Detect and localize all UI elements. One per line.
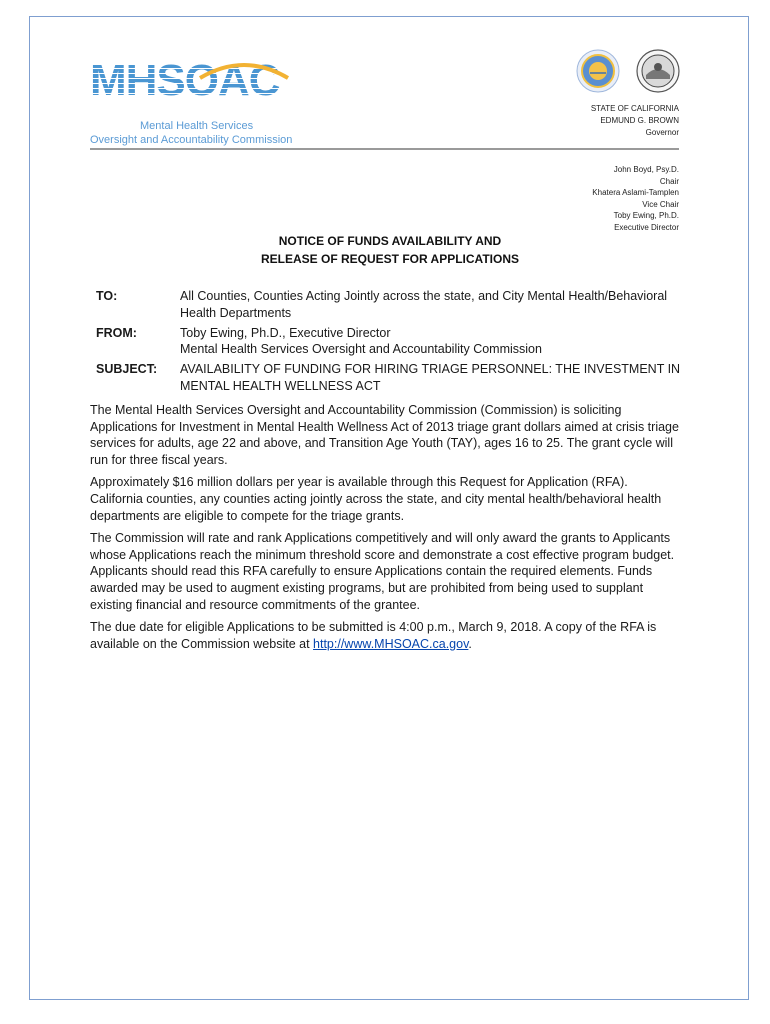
memo-to-label: TO: xyxy=(96,289,118,303)
officer-line: Toby Ewing, Ph.D. xyxy=(613,211,679,221)
state-line: Governor xyxy=(645,128,679,137)
logo-subtitle-line1: Mental Health Services xyxy=(140,120,254,132)
logo-arc-icon xyxy=(196,60,292,80)
state-line: EDMUND G. BROWN xyxy=(600,116,679,125)
memo-header xyxy=(96,288,686,398)
header-divider xyxy=(90,148,679,150)
document-page xyxy=(29,16,749,1000)
memo-from-value xyxy=(180,325,686,359)
notice-body xyxy=(90,402,680,658)
commission-website-link[interactable]: http://www.MHSOAC.ca.gov xyxy=(313,636,469,651)
due-date-text: The due date for eligible Applications to be submitted is 4:00 p.m., March 9, 2018. A copy of the RFA is available on the Commission website at xyxy=(90,620,657,651)
memo-from-line1: Toby Ewing, Ph.D., Executive Director xyxy=(180,325,391,340)
memo-subject-value: AVAILABILITY OF FUNDING FOR HIRING TRIAGE PERSONNEL: THE INVESTMENT IN MENTAL HEALTH WELLNESS ACT xyxy=(180,362,681,393)
state-seal-icon xyxy=(636,49,680,93)
commission-seal-icon xyxy=(576,49,620,93)
officer-line: Executive Director xyxy=(614,222,679,232)
notice-title-line2: RELEASE OF REQUEST FOR APPLICATIONS xyxy=(260,252,520,266)
officer-line: Vice Chair xyxy=(642,199,679,209)
memo-to-value: All Counties, Counties Acting Jointly across the state, and City Mental Health/Behavioral Health Departments xyxy=(180,289,668,320)
officer-line: Chair xyxy=(659,176,679,186)
logo-wordmark: MHSOAC xyxy=(90,59,330,103)
body-paragraph-due-date xyxy=(90,619,680,652)
memo-to-row xyxy=(96,288,686,322)
body-paragraph: Approximately $16 million dollars per year is available through this Request for Application (RFA). California counties, any counties acting jointly across the state, and city mental health/behavioral health departments are eligible to compete for the triage grants. xyxy=(90,475,662,523)
due-date-end: . xyxy=(468,636,472,651)
state-line: STATE OF CALIFORNIA xyxy=(590,104,679,113)
logo-subtitle-line2: Oversight and Accountability Commission xyxy=(90,134,293,146)
mhsoac-logo xyxy=(90,56,330,146)
memo-subject-row xyxy=(96,361,686,395)
body-paragraph: The Mental Health Services Oversight and Accountability Commission (Commission) is soliciting Applications for Investment in Mental Health Wellness Act of 2013 triage grant dollars aimed at crisis triage services for adults, age 22 and above, and Transition Age Youth (TAY), ages 16 to 25. The grant cycle will run for three fiscal years. xyxy=(90,403,679,467)
memo-subject-label: SUBJECT: xyxy=(96,362,158,377)
officer-line: Khatera Aslami-Tamplen xyxy=(592,188,679,198)
officers-block xyxy=(592,164,679,234)
memo-from-label: FROM: xyxy=(96,325,137,340)
memo-from-row xyxy=(96,325,686,359)
memo-from-line2: Mental Health Services Oversight and Accountability Commission xyxy=(180,342,542,357)
body-paragraph: The Commission will rate and rank Applications competitively and will only award the grants to Applicants whose Applications reach the minimum threshold score and demonstrate a cost effective program budget. Applicants should read this RFA carefully to ensure Applications contain the required elements. Funds awarded may be used to augment existing programs, but are prohibited from being used to supplant existing financial and resource commitments of the grantee. xyxy=(90,531,675,612)
state-block xyxy=(591,103,679,139)
notice-title-line1: NOTICE OF FUNDS AVAILABILITY AND xyxy=(278,234,502,248)
officer-line: John Boyd, Psy.D. xyxy=(613,165,679,174)
notice-title xyxy=(30,232,750,268)
